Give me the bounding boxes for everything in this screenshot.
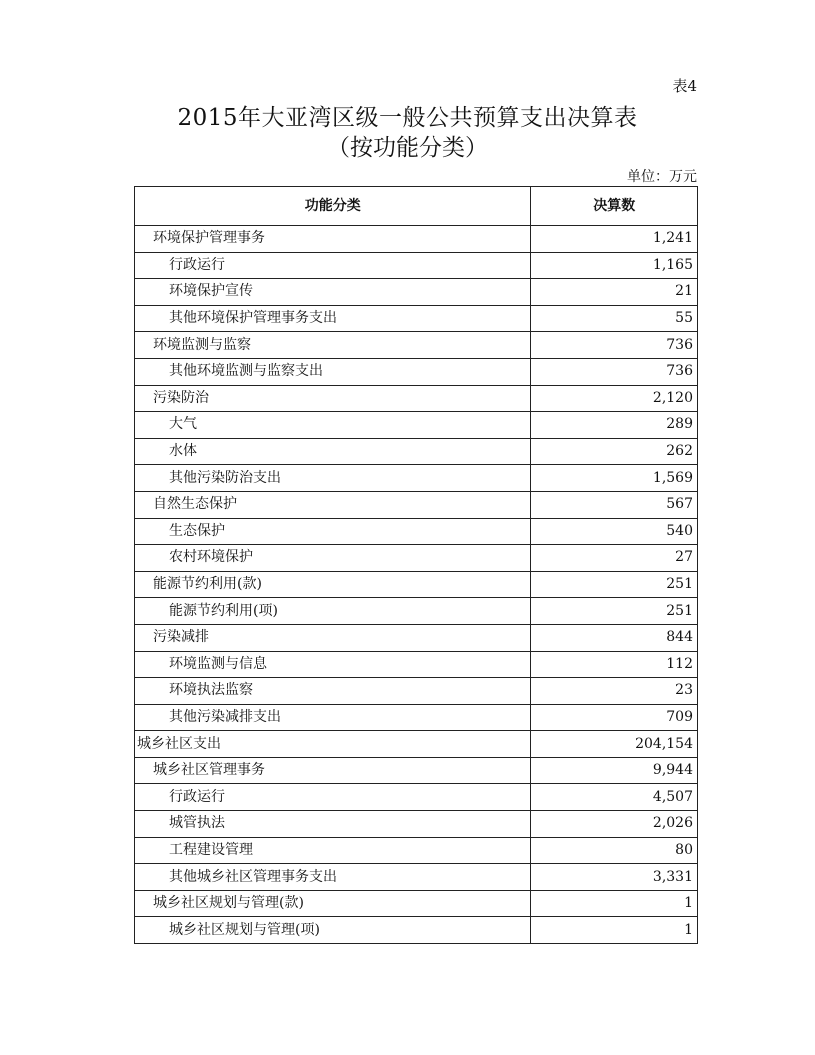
row-amount: 1,165 [531, 252, 698, 279]
row-amount: 251 [531, 571, 698, 598]
table-row [135, 465, 698, 492]
table-row [135, 252, 698, 279]
row-category-name: 能源节约利用(项) [135, 598, 531, 625]
page-subtitle: （按功能分类） [327, 135, 488, 161]
row-category-name: 环境保护宣传 [135, 279, 531, 306]
row-category-name: 自然生态保护 [135, 491, 531, 518]
row-amount: 80 [531, 837, 698, 864]
row-amount: 23 [531, 678, 698, 705]
row-amount: 27 [531, 545, 698, 572]
row-category-name: 城乡社区规划与管理(项) [135, 917, 531, 944]
row-amount: 112 [531, 651, 698, 678]
row-category-name: 其他环境监测与监察支出 [135, 358, 531, 385]
row-category-name: 能源节约利用(款) [135, 571, 531, 598]
table-row [135, 518, 698, 545]
row-amount: 1,241 [531, 226, 698, 253]
row-amount: 1 [531, 917, 698, 944]
table-row [135, 624, 698, 651]
table-row [135, 864, 698, 891]
row-amount: 1 [531, 890, 698, 917]
row-amount: 1,569 [531, 465, 698, 492]
table-row [135, 731, 698, 758]
page-title: 2015年大亚湾区级一般公共预算支出决算表 [177, 105, 638, 131]
table-row [135, 545, 698, 572]
row-amount: 3,331 [531, 864, 698, 891]
row-amount: 55 [531, 305, 698, 332]
table-row [135, 412, 698, 439]
row-category-name: 水体 [135, 438, 531, 465]
table-row [135, 784, 698, 811]
row-category-name: 其他环境保护管理事务支出 [135, 305, 531, 332]
table-header-row [135, 187, 698, 226]
column-header-amount: 决算数 [531, 187, 698, 226]
row-category-name: 污染减排 [135, 624, 531, 651]
row-category-name: 城乡社区规划与管理(款) [135, 890, 531, 917]
table-row [135, 279, 698, 306]
column-header-category: 功能分类 [135, 187, 531, 226]
table-row [135, 226, 698, 253]
row-amount: 9,944 [531, 757, 698, 784]
table-row [135, 678, 698, 705]
row-category-name: 城乡社区支出 [135, 731, 531, 758]
table-row [135, 811, 698, 838]
table-row [135, 890, 698, 917]
table-row [135, 385, 698, 412]
row-amount: 262 [531, 438, 698, 465]
table-row [135, 837, 698, 864]
table-row [135, 651, 698, 678]
row-amount: 709 [531, 704, 698, 731]
row-category-name: 其他污染减排支出 [135, 704, 531, 731]
row-amount: 2,120 [531, 385, 698, 412]
row-category-name: 环境监测与信息 [135, 651, 531, 678]
unit-label: 单位：万元 [627, 169, 697, 185]
row-category-name: 生态保护 [135, 518, 531, 545]
row-category-name: 大气 [135, 412, 531, 439]
row-category-name: 其他城乡社区管理事务支出 [135, 864, 531, 891]
row-category-name: 工程建设管理 [135, 837, 531, 864]
row-category-name: 城管执法 [135, 811, 531, 838]
table-row [135, 704, 698, 731]
row-amount: 204,154 [531, 731, 698, 758]
row-amount: 251 [531, 598, 698, 625]
table-row [135, 491, 698, 518]
row-category-name: 环境监测与监察 [135, 332, 531, 359]
row-category-name: 污染防治 [135, 385, 531, 412]
row-amount: 736 [531, 358, 698, 385]
budget-table [134, 186, 698, 944]
table-row [135, 438, 698, 465]
row-category-name: 城乡社区管理事务 [135, 757, 531, 784]
table-number: 表4 [672, 77, 697, 95]
row-amount: 21 [531, 279, 698, 306]
row-amount: 540 [531, 518, 698, 545]
row-category-name: 环境保护管理事务 [135, 226, 531, 253]
table-row [135, 598, 698, 625]
row-amount: 567 [531, 491, 698, 518]
row-amount: 4,507 [531, 784, 698, 811]
row-amount: 2,026 [531, 811, 698, 838]
table-body [135, 226, 698, 944]
row-category-name: 其他污染防治支出 [135, 465, 531, 492]
table-row [135, 757, 698, 784]
table-row [135, 571, 698, 598]
row-amount: 736 [531, 332, 698, 359]
row-category-name: 农村环境保护 [135, 545, 531, 572]
table-row [135, 332, 698, 359]
table-row [135, 917, 698, 944]
table-row [135, 305, 698, 332]
table-row [135, 358, 698, 385]
row-category-name: 环境执法监察 [135, 678, 531, 705]
row-category-name: 行政运行 [135, 784, 531, 811]
row-category-name: 行政运行 [135, 252, 531, 279]
row-amount: 289 [531, 412, 698, 439]
row-amount: 844 [531, 624, 698, 651]
